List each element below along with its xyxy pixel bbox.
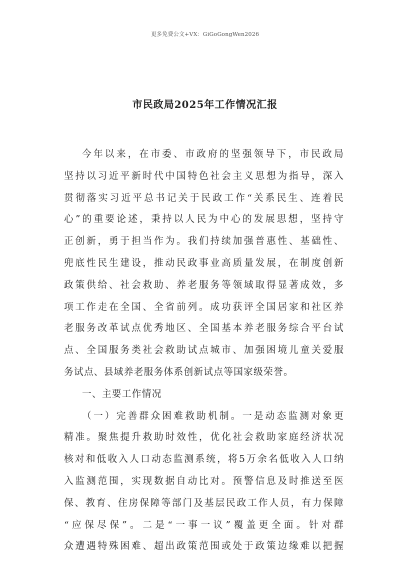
subsection-line: （一）完善群众困难救助机制。一是动态监测对象更: [82, 410, 344, 422]
subsection-line: 入监测范围，实现数据自动比对。预警信息及时推送至医: [64, 475, 344, 487]
subsection-line: 精准。聚焦提升救助时效性，优化社会救助家庭经济状况: [64, 432, 344, 444]
document-body: [64, 144, 344, 558]
intro-line: 点、全国服务类社会救助试点城市、加强困境儿童关爱服: [64, 345, 344, 357]
intro-line: 务试点、县域养老服务体系创新试点等国家级荣誉。: [64, 366, 294, 378]
intro-line: 心”的重要论述，秉持以人民为中心的发展思想，坚持守: [64, 214, 344, 226]
intro-line: 坚持以习近平新时代中国特色社会主义思想为指导，深入: [64, 170, 344, 182]
subsection-line: 众遭遇特殊困难、超出政策范围或处于政策边缘难以把握: [64, 541, 344, 553]
subsection-line: “应保尽保”。二是“一事一议”覆盖更全面。针对群: [64, 519, 344, 531]
header-note: 更多免费公文+VX：GiGoGongWen2026: [150, 32, 260, 38]
subsection-line: 保、教育、住房保障等部门及基层民政工作人员，有力保障: [64, 497, 344, 509]
intro-line: 正创新，勇于担当作为。我们持续加强普惠性、基础性、: [64, 236, 344, 248]
section-heading: 一、主要工作情况: [82, 388, 162, 400]
intro-line: 今年以来，在市委、市政府的坚强领导下，市民政局: [82, 149, 344, 160]
subsection-line: 核对和低收入人口动态监测系统，将5万余名低收入人口纳: [64, 454, 344, 466]
intro-line: 兜底性民生建设，推动民政事业高质量发展，在制度创新: [64, 257, 344, 269]
intro-line: 老服务改革试点优秀地区、全国基本养老服务综合平台试: [64, 323, 344, 335]
document-title: 市民政局2025年工作情况汇报: [132, 100, 278, 111]
intro-line: 政策供给、社会救助、养老服务等领域取得显著成效，多: [64, 279, 344, 291]
intro-line: 项工作走在全国、全省前列。成功获评全国居家和社区养: [64, 301, 344, 313]
intro-line: 贯彻落实习近平总书记关于民政工作“关系民生、连着民: [64, 192, 344, 204]
